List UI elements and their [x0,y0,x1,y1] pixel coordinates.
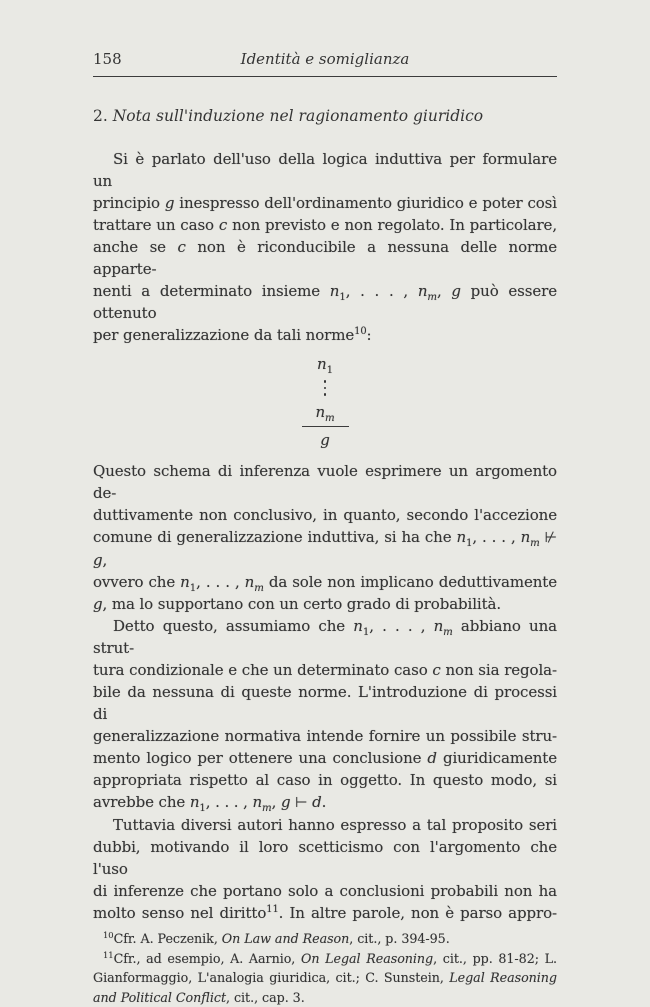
text-line: nenti a determinato insieme $n_1$, . . . , $n_m$, g può essere ottenuto [93,282,557,322]
text-line: bile da nessuna di queste norme. L'introduzione di processi di [93,683,557,724]
running-header [93,50,557,77]
text-line: anche se c non è riconducibile a nessuna delle norme apparte- [93,238,557,278]
body-text [93,148,557,924]
schema-premise-last: $n_m$ [315,402,335,424]
footnote-line: Gianformaggio, L'analogia giuridica, cit.; C. Sunstein, Legal Reasoning [93,970,557,986]
section-heading [93,105,557,127]
running-title: Identità e somiglianza [240,50,410,68]
footnotes [93,929,557,1007]
text-line: tura condizionale e che un determinato caso c non sia regola- [93,661,557,680]
text-line: mento logico per ottenere una conclusione d giuridicamente [93,749,557,768]
text-line: dubbi, motivando il loro scetticismo con l'argomento che l'uso [93,838,557,879]
text-line: Si è parlato dell'uso della logica induttiva per formulare un [93,150,557,190]
footnote-line: $^{11}$Cfr., ad esempio, A. Aarnio, On Legal Reasoning, cit., pp. 81-82; L. [103,949,557,966]
text-line: comune di generalizzazione induttiva, si ha che $n_1$, . . . , $n_m$ ⊬ g, [93,528,557,570]
text-line: per generalizzazione da tali norme$^{10}$: [93,326,372,344]
paragraph [93,814,557,924]
section-title: Nota sull'induzione nel ragionamento giuridico [112,107,484,125]
schema-conclusion: g [320,431,330,450]
text-line: g, ma lo supportano con un certo grado di probabilità. [93,595,502,614]
section-number: 2. [93,107,108,125]
paragraph [93,148,557,346]
paragraph [93,615,557,814]
text-line: trattare un caso c non previsto e non regolato. In particolare, [93,216,558,234]
text-line: Tuttavia diversi autori hanno espresso a tal proposito seri [113,816,557,835]
text-line: molto senso nel diritto$^{11}$. In altre parole, non è parso appro- [93,904,558,923]
text-line: principio g inespresso dell'ordinamento giuridico e poter così [93,194,557,212]
text-line: Detto questo, assumiamo che $n_1$, . . . , $n_m$ abbiano una strut- [93,617,557,658]
text-line: Questo schema di inferenza vuole esprimere un argomento de- [93,462,557,503]
footnote-line: and Political Conflict, cit., cap. 3. [93,989,305,1005]
text-line: duttivamente non conclusivo, in quanto, secondo l'accezione [93,506,557,525]
inference-schema [93,353,557,451]
footnote-line: $^{10}$Cfr. A. Peczenik, On Law and Reason, cit., p. 394-95. [103,930,450,947]
text-column [93,50,557,1007]
text-line: di inferenze che portano solo a conclusioni probabili non ha [93,882,557,901]
text-line: generalizzazione normativa intende fornire un possibile stru- [93,727,557,746]
text-line: appropriata rispetto al caso in oggetto. In questo modo, si [93,771,557,790]
schema-inference-line [302,426,349,428]
page-number: 158 [93,50,122,68]
text-line: ovvero che $n_1$, . . . , $n_m$ da sole non implicano deduttivamente [93,573,557,595]
vertical-ellipsis-icon [324,375,327,402]
schema-premise-first: $n_1$ [317,355,333,376]
paragraph [93,460,557,615]
text-line: avrebbe che $n_1$, . . . , $n_m$, g ⊢ d. [93,793,327,815]
